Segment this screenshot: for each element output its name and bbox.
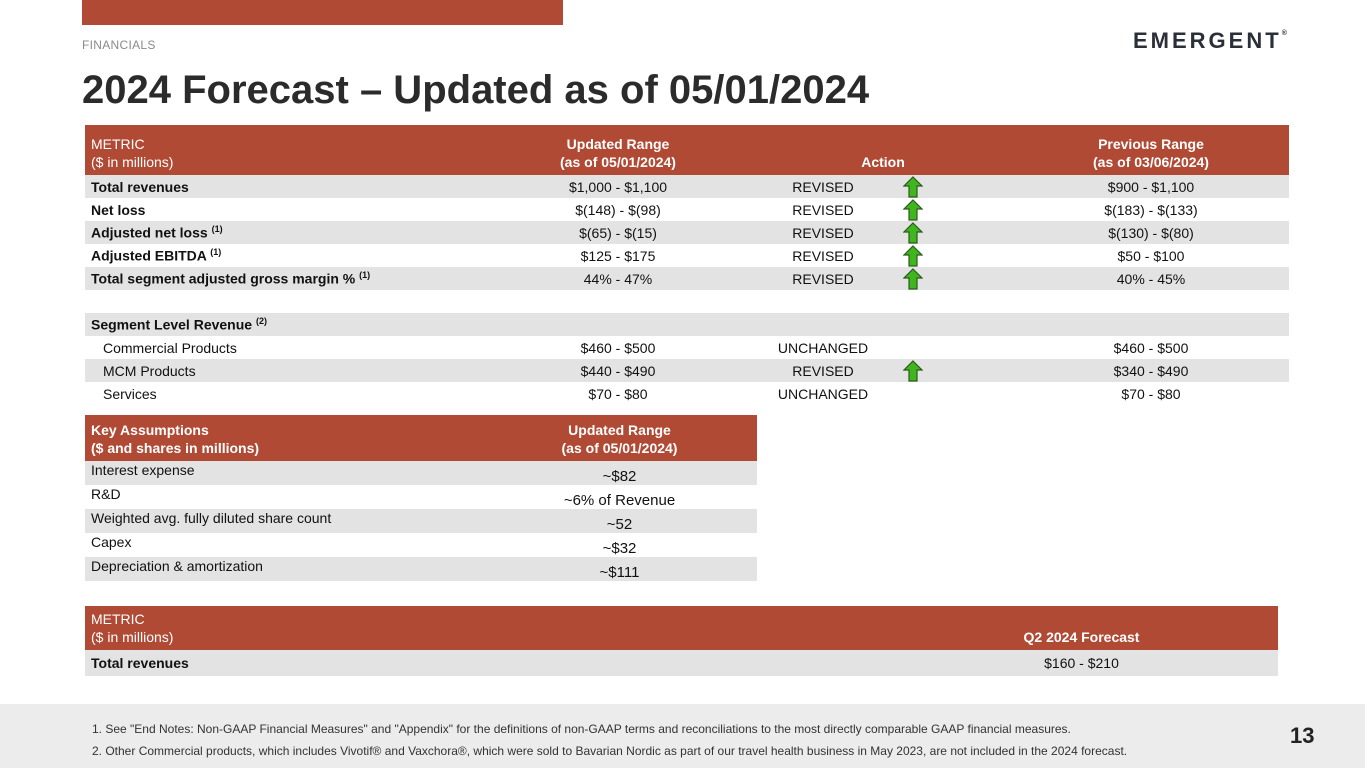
header-metric-line2: ($ in millions) bbox=[91, 154, 174, 170]
table-row bbox=[85, 198, 1289, 221]
header-updated-line2: (as of 05/01/2024) bbox=[561, 440, 678, 456]
table-row bbox=[85, 382, 1289, 405]
updated-range: 44% - 47% bbox=[483, 267, 753, 290]
header-updated-range bbox=[482, 415, 757, 461]
assumption-label: Interest expense bbox=[85, 461, 482, 485]
header-updated-range bbox=[483, 125, 753, 175]
footnote-marker: (1) bbox=[359, 270, 371, 281]
action-status: REVISED bbox=[792, 201, 854, 218]
table-row bbox=[85, 359, 1289, 382]
previous-range: $(130) - $(80) bbox=[1013, 221, 1289, 244]
previous-range: $(183) - $(133) bbox=[1104, 201, 1198, 218]
logo-registered-mark: ® bbox=[1281, 30, 1287, 37]
table-row bbox=[85, 175, 1289, 198]
assumption-label: Depreciation & amortization bbox=[85, 557, 482, 581]
header-updated-line1: Updated Range bbox=[568, 422, 671, 438]
footnote-marker: (1) bbox=[210, 247, 222, 258]
action-status: REVISED bbox=[792, 224, 854, 241]
up-arrow-icon bbox=[903, 360, 923, 382]
updated-range: $(65) - $(15) bbox=[483, 221, 753, 244]
header-metric-line1: METRIC bbox=[91, 611, 145, 627]
table-row bbox=[85, 485, 757, 509]
header-q2-label: Q2 2024 Forecast bbox=[1023, 629, 1140, 645]
header-previous-range bbox=[1013, 125, 1289, 175]
previous-range: $70 - $80 bbox=[1121, 385, 1181, 402]
page-number: 13 bbox=[1290, 723, 1315, 748]
header-action bbox=[753, 125, 1013, 175]
action-status: REVISED bbox=[792, 178, 854, 195]
metric-label: Adjusted net loss $^{(1)}$ bbox=[85, 221, 483, 244]
footnote-marker: (1) bbox=[211, 224, 223, 235]
action-status: REVISED bbox=[792, 362, 854, 379]
metric-label: Total revenues bbox=[85, 175, 483, 198]
table-row bbox=[85, 461, 757, 485]
footnote-marker: (2) bbox=[255, 316, 267, 327]
header-updated-line2: (as of 05/01/2024) bbox=[560, 154, 676, 170]
table-row bbox=[85, 557, 757, 581]
header-q2-forecast bbox=[885, 606, 1278, 650]
action-status: REVISED bbox=[792, 270, 854, 287]
table-row bbox=[85, 221, 1289, 244]
q2-table-header bbox=[85, 606, 1278, 650]
action-cell bbox=[753, 382, 1013, 405]
header-previous-line1: Previous Range bbox=[1098, 136, 1204, 152]
header-action-label: Action bbox=[861, 154, 905, 170]
assumptions-table-header bbox=[85, 415, 757, 461]
footer-band bbox=[0, 704, 1365, 768]
action-status: UNCHANGED bbox=[777, 385, 869, 402]
updated-range: $460 - $500 bbox=[580, 339, 656, 356]
emergent-logo bbox=[1133, 28, 1287, 54]
page-title: 2024 Forecast – Updated as of 05/01/2024 bbox=[82, 68, 870, 112]
metric-label: Total revenues bbox=[85, 650, 885, 676]
assumption-value: ~52 bbox=[482, 509, 757, 533]
up-arrow-icon bbox=[903, 199, 923, 221]
table-row bbox=[85, 336, 1289, 359]
table-row bbox=[85, 244, 1289, 267]
assumption-label: R&D bbox=[91, 486, 121, 502]
segment-heading-row bbox=[85, 313, 1289, 336]
header-assumptions-line2: ($ and shares in millions) bbox=[91, 440, 260, 456]
assumption-label: Capex bbox=[91, 534, 132, 550]
metric-label: Adjusted EBITDA $^{(1)}$ bbox=[91, 247, 222, 264]
footnote-2: 2. Other Commercial products, which includes Vivotif® and Vaxchora®, which were sold to Bavarian Nordic as part of our travel health business in May 2023, are not included in the 2024 forecast. bbox=[92, 744, 1128, 758]
header-metric bbox=[85, 125, 483, 175]
action-status: UNCHANGED bbox=[777, 339, 869, 356]
action-cell bbox=[753, 267, 1013, 290]
previous-range: $340 - $490 bbox=[1013, 359, 1289, 382]
header-metric-line2: ($ in millions) bbox=[91, 629, 174, 645]
previous-range: $50 - $100 bbox=[1117, 247, 1185, 264]
previous-range: $900 - $1,100 bbox=[1013, 175, 1289, 198]
up-arrow-icon bbox=[903, 268, 923, 290]
action-cell bbox=[753, 175, 1013, 198]
header-previous-line2: (as of 03/06/2024) bbox=[1093, 154, 1209, 170]
assumptions-table bbox=[85, 415, 757, 581]
updated-range: $(148) - $(98) bbox=[575, 201, 661, 218]
action-cell bbox=[753, 244, 1013, 267]
previous-range: 40% - 45% bbox=[1013, 267, 1289, 290]
assumption-value: ~6% of Revenue bbox=[563, 492, 676, 509]
header-metric bbox=[85, 606, 885, 650]
q2-forecast-value: $160 - $210 bbox=[885, 650, 1278, 676]
spacer-row bbox=[85, 290, 1289, 313]
action-cell bbox=[753, 221, 1013, 244]
up-arrow-icon bbox=[903, 245, 923, 267]
q2-forecast-table bbox=[85, 606, 1278, 676]
segment-label: Commercial Products bbox=[103, 339, 237, 356]
previous-range: $460 - $500 bbox=[1113, 339, 1189, 356]
assumption-label: Weighted avg. fully diluted share count bbox=[85, 509, 482, 533]
action-cell bbox=[753, 359, 1013, 382]
assumption-value: ~$111 bbox=[482, 557, 757, 581]
assumption-value: ~$32 bbox=[602, 540, 637, 557]
segment-heading: Segment Level Revenue $^{(2)}$ bbox=[85, 313, 483, 336]
up-arrow-icon bbox=[903, 222, 923, 244]
table-row bbox=[85, 509, 757, 533]
header-metric-line1: METRIC bbox=[91, 136, 145, 152]
segment-label: Services bbox=[103, 385, 157, 402]
header-key-assumptions bbox=[85, 415, 482, 461]
forecast-table bbox=[85, 125, 1289, 405]
action-cell bbox=[753, 336, 1013, 359]
footnote-1: 1. See "End Notes: Non-GAAP Financial Measures" and "Appendix" for the definitions of non-GAAP terms and reconciliations to the most directly comparable GAAP financial measures. bbox=[92, 722, 1071, 736]
updated-range: $1,000 - $1,100 bbox=[483, 175, 753, 198]
updated-range: $125 - $175 bbox=[580, 247, 656, 264]
action-status: REVISED bbox=[792, 247, 854, 264]
up-arrow-icon bbox=[903, 176, 923, 198]
logo-text: EMERGENT bbox=[1133, 28, 1282, 53]
section-label: FINANCIALS bbox=[82, 38, 156, 52]
table-row bbox=[85, 533, 757, 557]
forecast-table-header bbox=[85, 125, 1289, 175]
updated-range: $440 - $490 bbox=[483, 359, 753, 382]
header-assumptions-line1: Key Assumptions bbox=[91, 422, 209, 438]
table-row bbox=[85, 650, 1278, 676]
metric-label: Total segment adjusted gross margin % $^{(1)}$ bbox=[85, 267, 483, 290]
header-updated-line1: Updated Range bbox=[566, 136, 670, 152]
updated-range: $70 - $80 bbox=[588, 385, 648, 402]
table-row bbox=[85, 267, 1289, 290]
action-cell bbox=[753, 198, 1013, 221]
top-accent-bar bbox=[82, 0, 563, 25]
segment-label: MCM Products bbox=[85, 359, 483, 382]
assumption-value: ~$82 bbox=[482, 461, 757, 485]
metric-label: Net loss bbox=[91, 201, 146, 218]
